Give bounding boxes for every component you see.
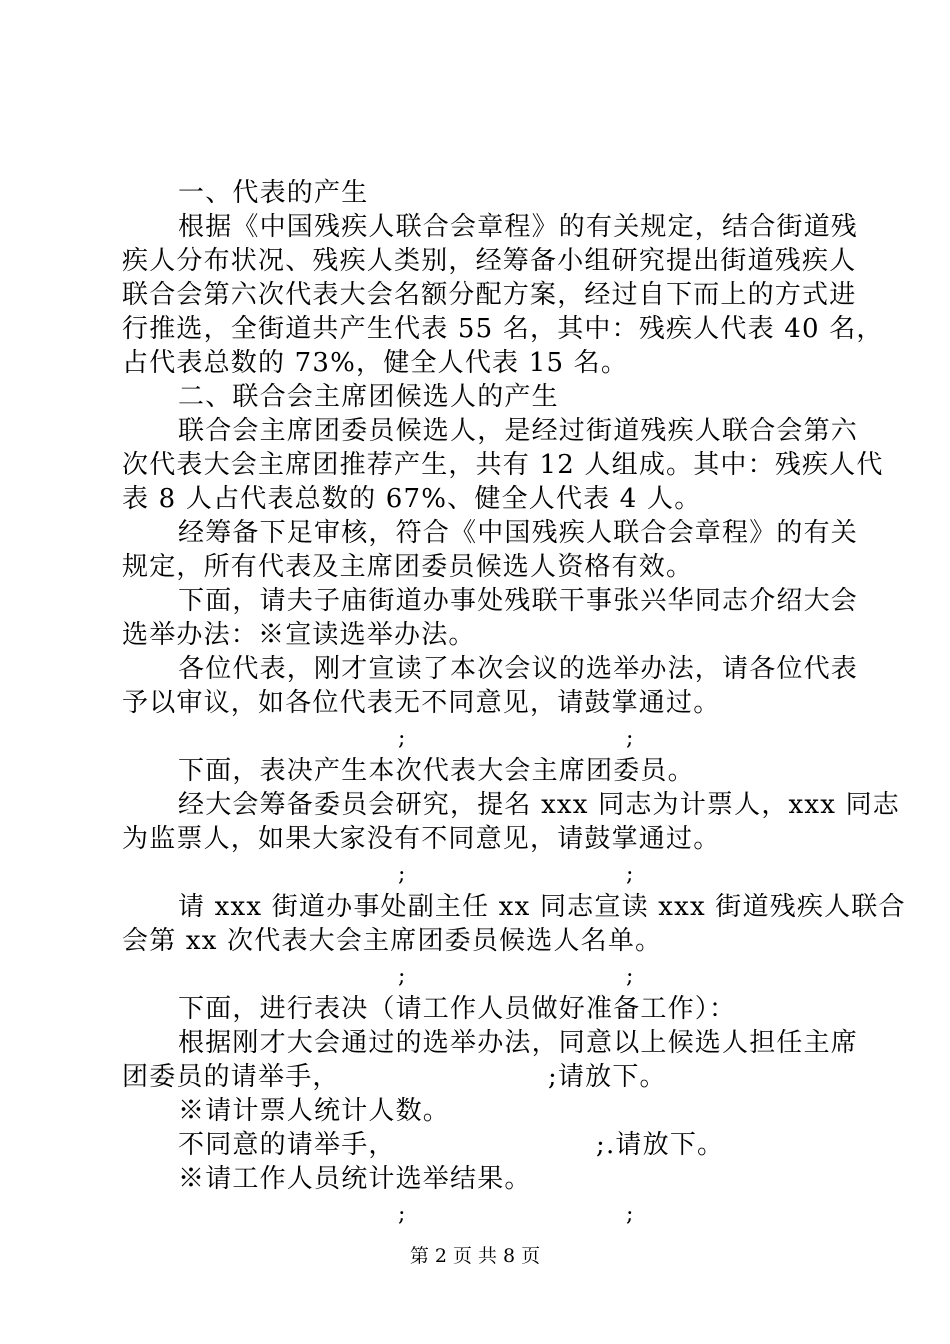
semicolon-mark: ; (398, 862, 406, 887)
paragraph-line: 经大会筹备委员会研究，提名 xxx 同志为计票人，xxx 同志 (178, 790, 900, 820)
paragraph-line: 根据刚才大会通过的选举办法，同意以上候选人担任主席 (178, 1028, 859, 1058)
paragraph-line: 下面，表决产生本次代表大会主席团委员。 (178, 756, 695, 786)
paragraph-line: 经筹备下足审核，符合《中国残疾人联合会章程》的有关 (178, 518, 859, 548)
semicolon-mark: ; (626, 1202, 634, 1227)
semicolon-mark: ; (626, 862, 634, 887)
section-heading-1: 一、代表的产生 (178, 178, 369, 208)
section-heading-2: 二、联合会主席团候选人的产生 (178, 382, 559, 412)
paragraph-line-tail: ;.请放下。 (596, 1130, 725, 1160)
paragraph-line: ※请工作人员统计选举结果。 (178, 1164, 532, 1194)
paragraph-line: 规定，所有代表及主席团委员候选人资格有效。 (122, 552, 694, 582)
paragraph-line: 次代表大会主席团推荐产生，共有 12 人组成。其中：残疾人代 (122, 450, 884, 480)
paragraph-line: 为监票人，如果大家没有不同意见，请鼓掌通过。 (122, 824, 721, 854)
paragraph-line: 团委员的请举手， (122, 1062, 340, 1092)
paragraph-line: 下面，进行表决（请工作人员做好准备工作）： (178, 994, 737, 1024)
semicolon-mark: ; (398, 1202, 406, 1227)
semicolon-mark: ; (626, 964, 634, 989)
paragraph-line: 各位代表，刚才宣读了本次会议的选举办法，请各位代表 (178, 654, 859, 684)
paragraph-line: 不同意的请举手， (178, 1130, 396, 1160)
paragraph-line: 行推选，全街道共产生代表 55 名，其中：残疾人代表 40 名， (122, 314, 884, 344)
paragraph-line: 联合会第六次代表大会名额分配方案，经过自下而上的方式进 (122, 280, 857, 310)
paragraph-line: 会第 xx 次代表大会主席团委员候选人名单。 (122, 926, 663, 956)
paragraph-line: 占代表总数的 73%，健全人代表 15 名。 (122, 348, 629, 378)
paragraph-line: 表 8 人占代表总数的 67%、健全人代表 4 人。 (122, 484, 702, 514)
page-footer: 第 2 页 共 8 页 (409, 1245, 541, 1267)
paragraph-line-tail: ;请放下。 (548, 1062, 667, 1092)
paragraph-line: ※请计票人统计人数。 (178, 1096, 451, 1126)
semicolon-mark: ; (398, 964, 406, 989)
paragraph-line: 下面，请夫子庙街道办事处残联干事张兴华同志介绍大会 (178, 586, 859, 616)
paragraph-line: 疾人分布状况、残疾人类别，经筹备小组研究提出街道残疾人 (122, 246, 857, 276)
paragraph-line: 请 xxx 街道办事处副主任 xx 同志宣读 xxx 街道残疾人联合 (178, 892, 906, 922)
paragraph-line: 根据《中国残疾人联合会章程》的有关规定，结合街道残 (178, 212, 859, 242)
paragraph-line: 选举办法：※宣读选举办法。 (122, 620, 476, 650)
paragraph-line: 予以审议，如各位代表无不同意见，请鼓掌通过。 (122, 688, 721, 718)
semicolon-mark: ; (398, 726, 406, 751)
paragraph-line: 联合会主席团委员候选人，是经过街道残疾人联合会第六 (178, 416, 859, 446)
semicolon-mark: ; (626, 726, 634, 751)
